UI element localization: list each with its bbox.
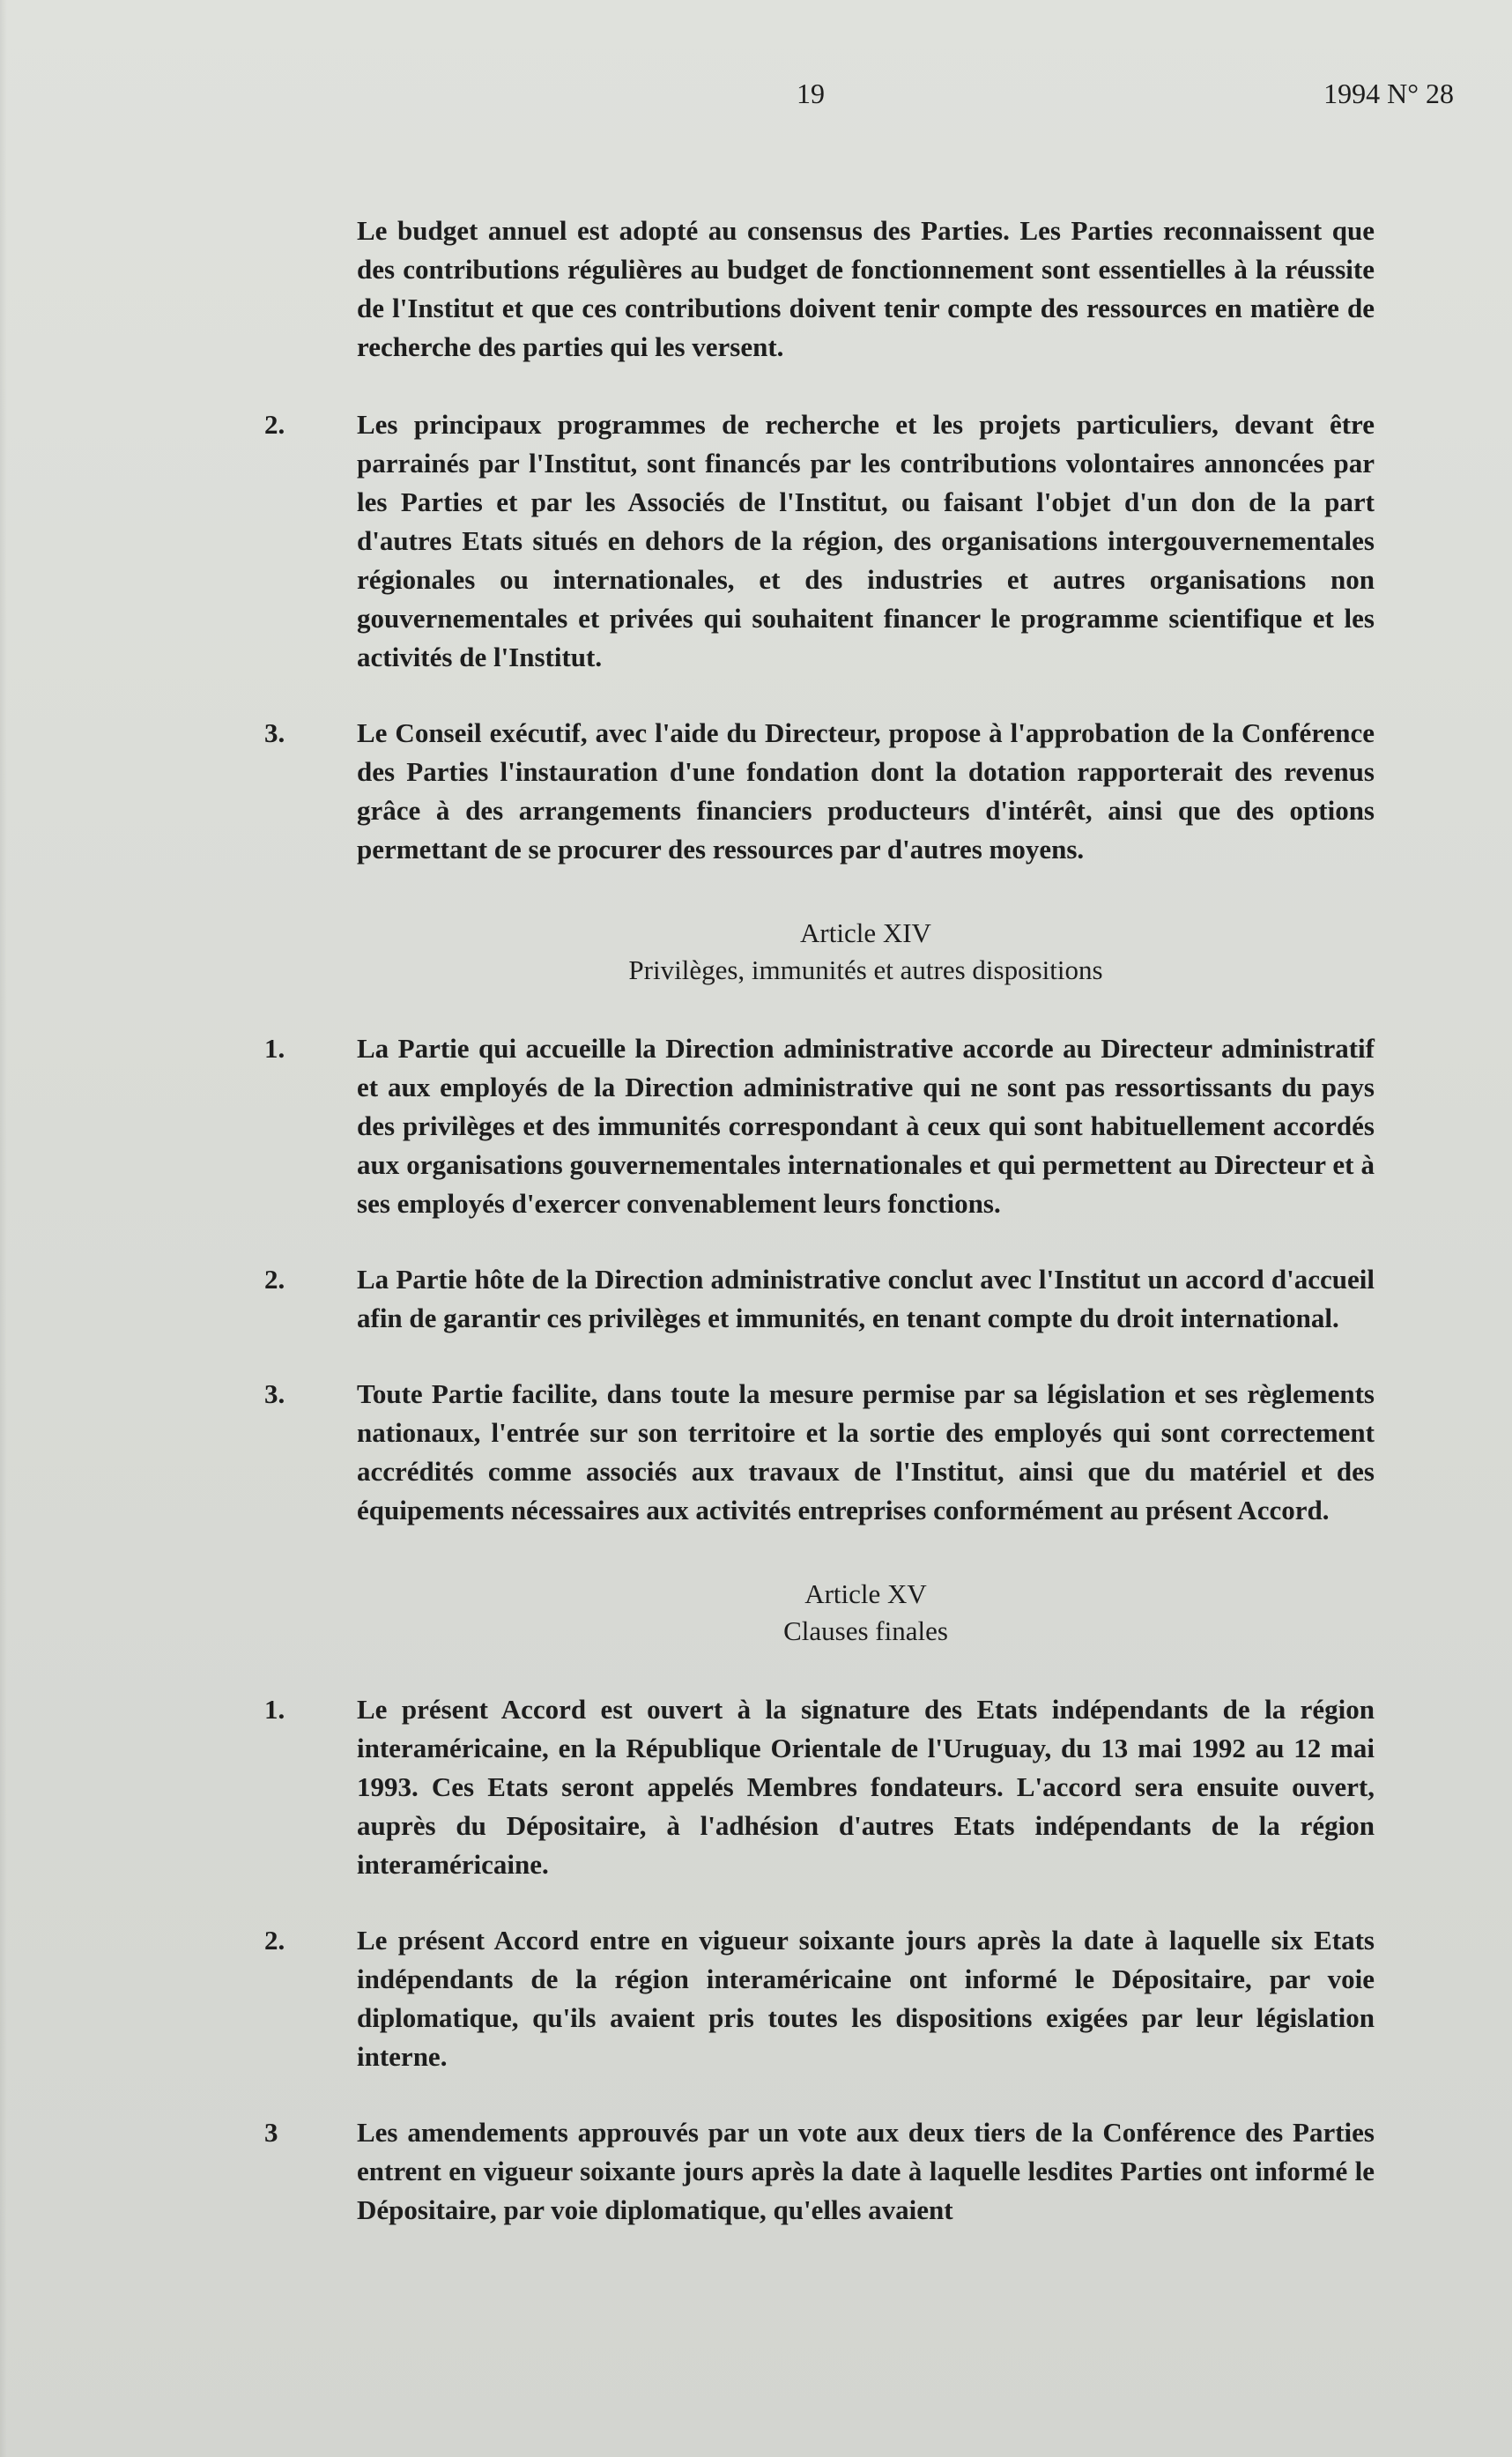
article-title: Article XIV	[800, 917, 931, 948]
clause-xiii-3	[264, 714, 1375, 869]
clause-xv-1	[264, 1690, 1375, 1884]
clause-number: 2.	[264, 1264, 285, 1295]
clause-xiv-1	[264, 1029, 1375, 1223]
clause-xiv-3	[264, 1375, 1375, 1530]
clause-text: Les principaux programmes de recherche et les projets particuliers, devant être parrainés par l'Institut, sont financés par les contributions volontaires annoncées par les Parties et par les Associés de l'Institut, ou faisant l'objet d'un don de la part d'autres Etats situés en dehors de la région, des organisations intergouvernementales régionales ou internationales, et des industries et autres organisations non gouvernementales et privées qui souhaitent financer le programme scientifique et les activités de l'Institut.	[357, 409, 1375, 672]
clause-number: 1.	[264, 1694, 285, 1725]
clause-number: 2.	[264, 1925, 285, 1956]
clause-number: 3	[264, 2117, 278, 2148]
article-title: Article XV	[804, 1578, 927, 1609]
clause-text: Le Conseil exécutif, avec l'aide du Directeur, propose à l'approbation de la Conférence des Parties l'instauration d'une fondation dont la dotation rapporterait des revenus grâce à des arrangements financiers producteurs d'intérêt, ainsi que des options permettant de se procurer des ressources par d'autres moyens.	[357, 717, 1375, 865]
clause-text: Toute Partie facilite, dans toute la mesure permise par sa législation et ses règlements nationaux, l'entrée sur son territoire et la sortie des employés qui sont correctement accrédités comme associés aux travaux de l'Institut, ainsi que du matériel et des équipements nécessaires aux activités entreprises conformément au présent Accord.	[357, 1378, 1375, 1525]
clause-xiv-2	[264, 1260, 1375, 1338]
document-reference: 1994 N° 28	[1323, 78, 1454, 109]
clause-text: La Partie hôte de la Direction administrative conclut avec l'Institut un accord d'accueil afin de garantir ces privilèges et immunités, en tenant compte du droit international.	[357, 1264, 1375, 1333]
article-xv-heading	[357, 1576, 1375, 1650]
clause-text: Le présent Accord est ouvert à la signature des Etats indépendants de la région interaméricaine, en la République Orientale de l'Uruguay, du 13 mai 1992 au 12 mai 1993. Ces Etats seront appelés Membres fondateurs. L'accord sera ensuite ouvert, auprès du Dépositaire, à l'adhésion d'autres Etats indépendants de la région interaméricaine.	[357, 1694, 1375, 1880]
clause-number: 3.	[264, 1378, 285, 1409]
clause-text: Le présent Accord entre en vigueur soixante jours après la date à laquelle six Etats indépendants de la région interaméricaine ont informé le Dépositaire, par voie diplomatique, qu'ils avaient pris toutes les dispositions exigées par leur législation interne.	[357, 1925, 1375, 2072]
article-subtitle: Clauses finales	[783, 1615, 948, 1646]
article-subtitle: Privilèges, immunités et autres dispositions	[628, 954, 1103, 985]
clause-number: 2.	[264, 409, 285, 440]
document-body	[264, 212, 1375, 2267]
clause-xiii-2	[264, 405, 1375, 677]
page-number: 19	[797, 78, 825, 109]
clause-number: 1.	[264, 1033, 285, 1064]
page-edge-shadow	[0, 0, 7, 2457]
clause-xv-2	[264, 1921, 1375, 2076]
budget-paragraph	[264, 212, 1375, 367]
clause-text: La Partie qui accueille la Direction administrative accorde au Directeur administratif et aux employés de la Direction administrative qui ne sont pas ressortissants du pays des privilèges et des immunités correspondant à ceux qui sont habituellement accordés aux organisations gouvernementales internationales et qui permettent au Directeur et à ses employés d'exercer convenablement leurs fonctions.	[357, 1033, 1375, 1219]
article-xiv-heading	[357, 915, 1375, 989]
clause-number: 3.	[264, 717, 285, 748]
clause-xv-3	[264, 2113, 1375, 2230]
paragraph-text: Le budget annuel est adopté au consensus des Parties. Les Parties reconnaissent que des contributions régulières au budget de fonctionnement sont essentielles à la réussite de l'Institut et que ces contributions doivent tenir compte des ressources en matière de recherche des parties qui les versent.	[357, 215, 1375, 362]
clause-text: Les amendements approuvés par un vote aux deux tiers de la Conférence des Parties entrent en vigueur soixante jours après la date à laquelle lesdites Parties ont informé le Dépositaire, par voie diplomatique, qu'elles avaient	[357, 2117, 1375, 2225]
